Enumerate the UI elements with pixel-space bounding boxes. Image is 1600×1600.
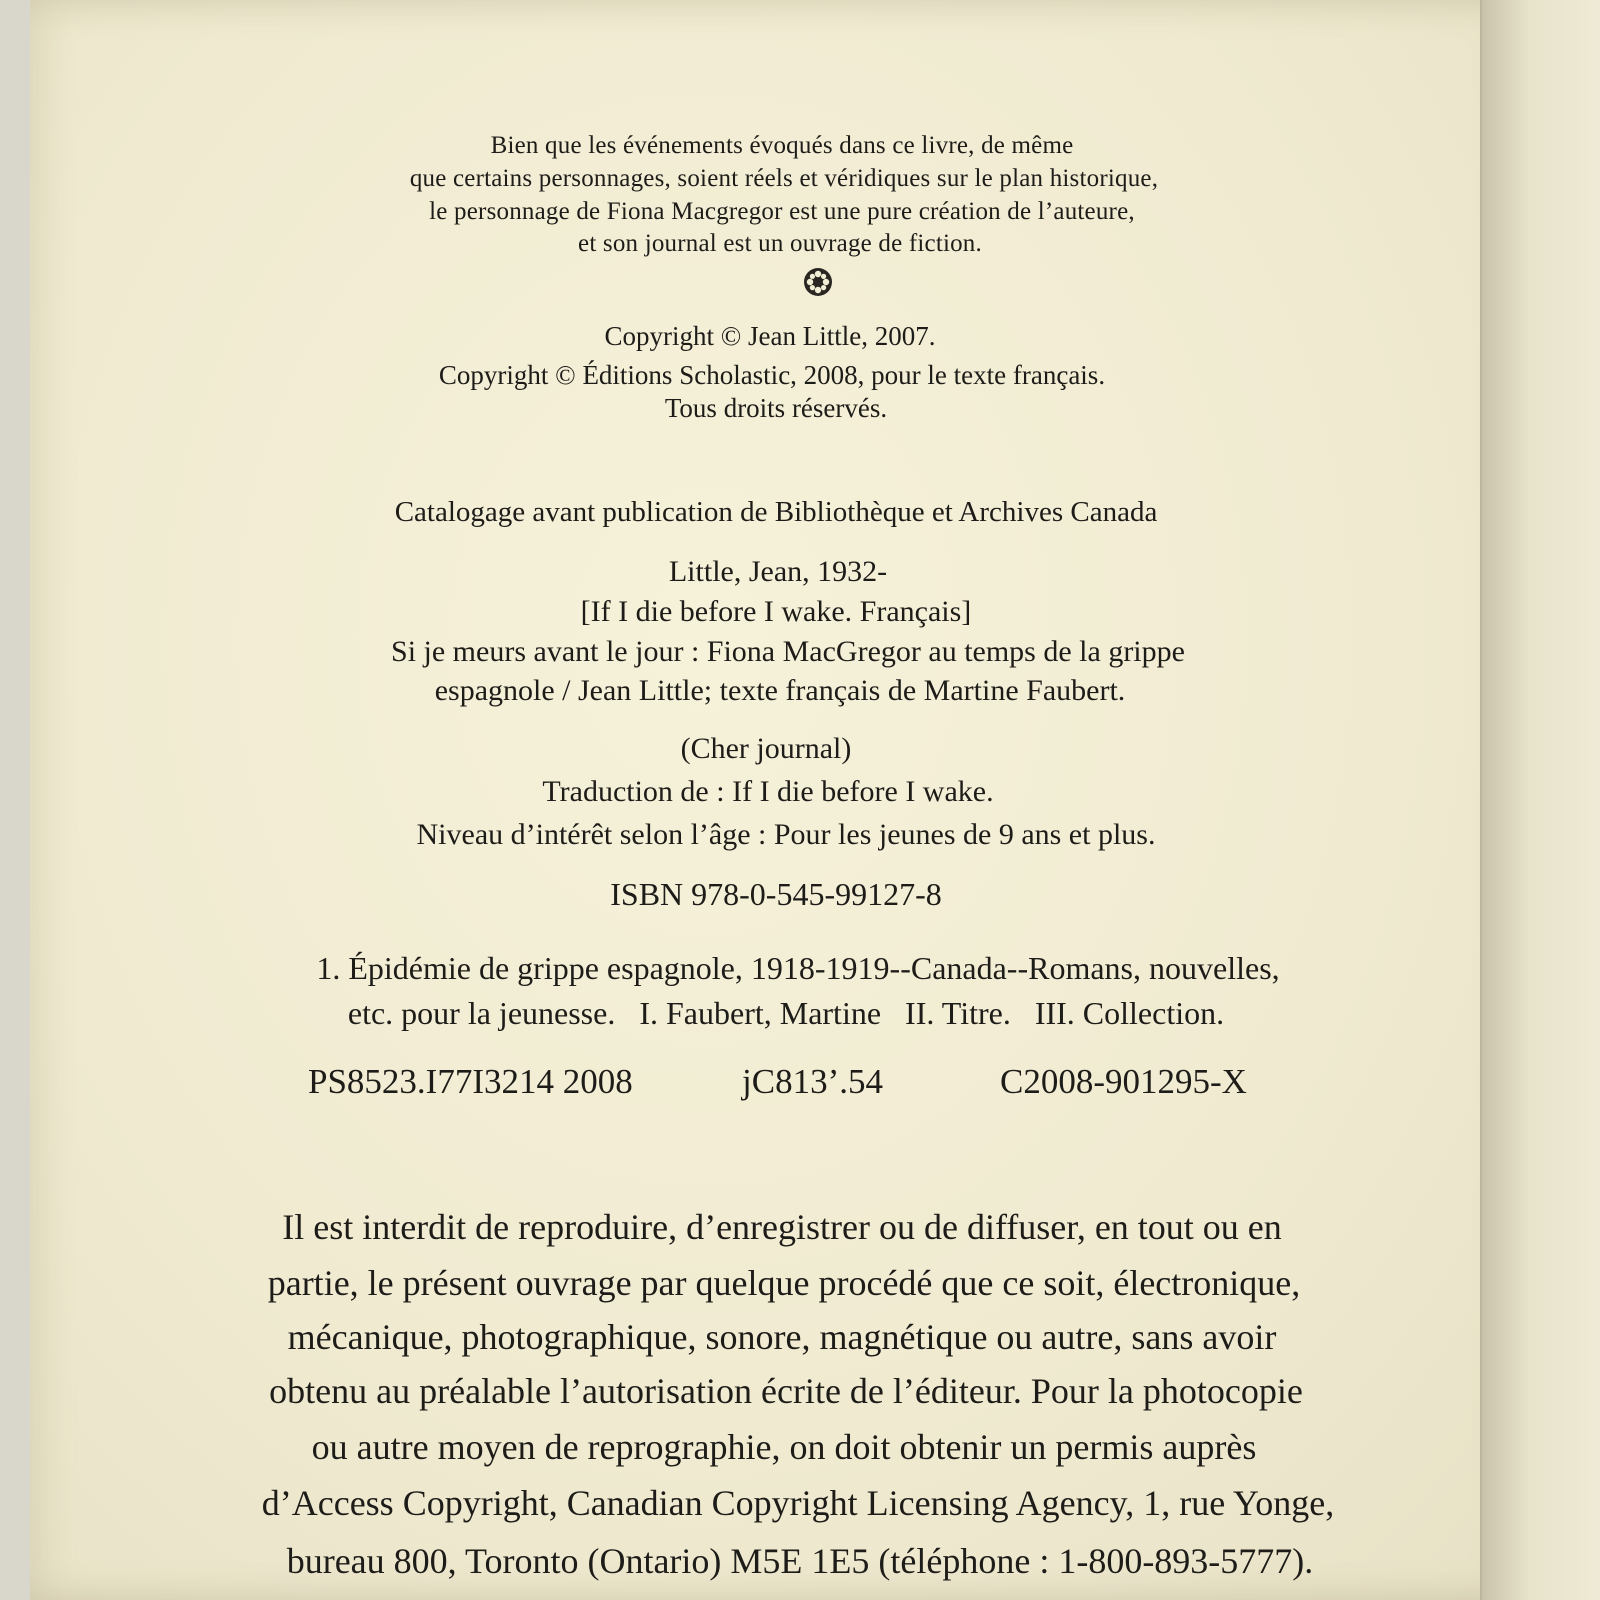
legal-line-6: d’Access Copyright, Canadian Copyright Licensing Agency, 1, rue Yonge, [261,1483,1335,1523]
copyright-publisher: Copyright © Éditions Scholastic, 2008, pour le texte français. [438,360,1106,390]
notice-line-3: le personnage de Fiona Macgregor est une pure création de l’auteure, [429,198,1135,225]
catalog-uniform-title: [If I die before I wake. Français] [580,595,972,628]
catalog-isbn: ISBN 978-0-545-99127-8 [610,876,942,912]
adjacent-page-edge [1480,0,1600,1600]
classification-control: C2008-901295-X [1000,1062,1247,1101]
notice-line-4: et son journal est un ouvrage de fiction. [578,230,982,257]
rights-reserved: Tous droits réservés. [664,393,888,423]
catalog-title-line-1: Si je meurs avant le jour : Fiona MacGregor au temps de la grippe [391,635,1185,668]
legal-line-3: mécanique, photographique, sonore, magnétique ou autre, sans avoir [287,1317,1277,1357]
copyright-author: Copyright © Jean Little, 2007. [604,321,936,351]
legal-line-2: partie, le présent ouvrage par quelque procédé que ce soit, électronique, [267,1263,1301,1303]
catalog-translation-note: Traduction de : If I die before I wake. [542,775,994,808]
legal-line-5: ou autre moyen de reprographie, on doit obtenir un permis auprès [311,1427,1257,1467]
book-page [30,0,1530,1600]
catalog-series: (Cher journal) [680,732,852,765]
classification-lc: PS8523.I77I3214 2008 [308,1062,633,1101]
catalog-author: Little, Jean, 1932- [668,555,888,588]
classification-dewey: jC813’.54 [742,1062,883,1101]
catalog-title-line-2: espagnole / Jean Little; texte français de Martine Faubert. [434,674,1126,707]
legal-line-4: obtenu au préalable l’autorisation écrite de l’éditeur. Pour la photocopie [269,1371,1303,1411]
catalog-subjects-line-2: etc. pour la jeunesse. I. Faubert, Martine II. Titre. III. Collection. [347,995,1225,1031]
flower-ornament-icon [802,266,834,298]
catalog-heading: Catalogage avant publication de Bibliothèque et Archives Canada [394,496,1158,528]
catalog-interest-level: Niveau d’intérêt selon l’âge : Pour les jeunes de 9 ans et plus. [416,818,1156,851]
notice-line-1: Bien que les événements évoqués dans ce livre, de même [490,132,1074,159]
notice-line-2: que certains personnages, soient réels et véridiques sur le plan historique, [409,165,1159,192]
legal-line-1: Il est interdit de reproduire, d’enregistrer ou de diffuser, en tout ou en [282,1207,1282,1247]
catalog-subjects-line-1: 1. Épidémie de grippe espagnole, 1918-1919--Canada--Romans, nouvelles, [316,950,1280,986]
legal-line-7: bureau 800, Toronto (Ontario) M5E 1E5 (téléphone : 1-800-893-5777). [286,1541,1314,1581]
